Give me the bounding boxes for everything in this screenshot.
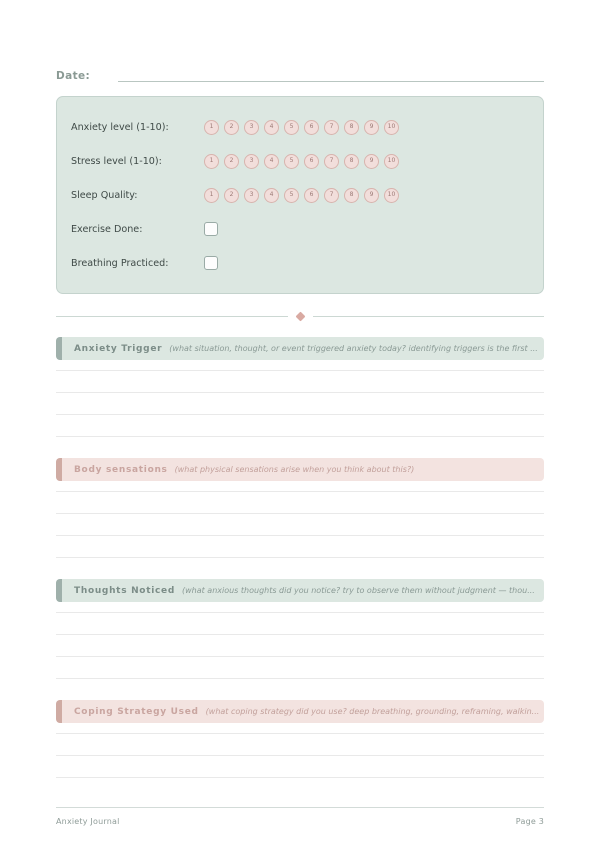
prompt-sections	[56, 337, 544, 778]
tracker-row	[57, 212, 543, 246]
rating-option-10[interactable]: 10	[384, 154, 399, 169]
rating-option-6[interactable]: 6	[304, 154, 319, 169]
section-header	[56, 700, 544, 723]
footer-page-number: Page 3	[515, 817, 544, 826]
rating-option-4[interactable]: 4	[264, 188, 279, 203]
writing-line[interactable]	[56, 436, 544, 437]
rating-option-7[interactable]: 7	[324, 120, 339, 135]
section-header	[56, 337, 544, 360]
section-header	[56, 579, 544, 602]
daily-tracker-panel	[56, 96, 544, 294]
footer-row	[56, 817, 544, 826]
diamond-ornament-icon	[295, 311, 305, 321]
rating-option-4[interactable]: 4	[264, 154, 279, 169]
section-accent-bar	[56, 458, 62, 481]
tracker-row-label: Anxiety level (1-10):	[71, 121, 169, 133]
tracker-row	[57, 246, 543, 280]
section-accent-bar	[56, 337, 62, 360]
rating-option-8[interactable]: 8	[344, 154, 359, 169]
rating-option-4[interactable]: 4	[264, 120, 279, 135]
rating-option-2[interactable]: 2	[224, 188, 239, 203]
footer-rule	[56, 807, 544, 808]
divider-rule-right	[313, 316, 545, 317]
writing-lines	[56, 733, 544, 778]
section-prompt-text: (what situation, thought, or event triggered anxiety today? identifying triggers is the first ...	[169, 344, 538, 353]
prompt-section	[56, 579, 544, 679]
writing-line[interactable]	[56, 557, 544, 558]
divider-rule-left	[56, 316, 288, 317]
section-prompt-text: (what physical sensations arise when you think about this?)	[174, 465, 415, 474]
prompt-section	[56, 700, 544, 778]
section-title: Thoughts Noticed	[74, 585, 175, 596]
rating-option-9[interactable]: 9	[364, 154, 379, 169]
footer-document-title: Anxiety Journal	[56, 817, 120, 826]
date-input-line[interactable]	[118, 80, 544, 82]
writing-line[interactable]	[56, 656, 544, 657]
section-prompt-text: (what anxious thoughts did you notice? try to observe them without judgment — thou...	[181, 586, 535, 595]
rating-option-1[interactable]: 1	[204, 120, 219, 135]
writing-lines	[56, 491, 544, 558]
writing-line[interactable]	[56, 491, 544, 492]
rating-option-2[interactable]: 2	[224, 154, 239, 169]
prompt-section	[56, 458, 544, 558]
writing-lines	[56, 612, 544, 679]
writing-line[interactable]	[56, 370, 544, 371]
writing-line[interactable]	[56, 634, 544, 635]
rating-option-3[interactable]: 3	[244, 154, 259, 169]
rating-option-3[interactable]: 3	[244, 120, 259, 135]
writing-lines	[56, 370, 544, 437]
writing-line[interactable]	[56, 414, 544, 415]
tracker-row-label: Sleep Quality:	[71, 189, 138, 201]
tracker-row-label: Breathing Practiced:	[71, 257, 169, 269]
rating-option-8[interactable]: 8	[344, 188, 359, 203]
rating-option-5[interactable]: 5	[284, 188, 299, 203]
rating-option-7[interactable]: 7	[324, 154, 339, 169]
rating-option-3[interactable]: 3	[244, 188, 259, 203]
rating-option-1[interactable]: 1	[204, 188, 219, 203]
date-label: Date:	[56, 70, 91, 82]
rating-option-8[interactable]: 8	[344, 120, 359, 135]
tracker-row	[57, 144, 543, 178]
rating-scale	[204, 188, 399, 203]
ornamental-divider	[56, 309, 544, 323]
rating-option-5[interactable]: 5	[284, 154, 299, 169]
tracker-checkbox[interactable]	[204, 222, 218, 236]
rating-option-9[interactable]: 9	[364, 188, 379, 203]
section-accent-bar	[56, 579, 62, 602]
writing-line[interactable]	[56, 777, 544, 778]
section-accent-bar	[56, 700, 62, 723]
rating-option-6[interactable]: 6	[304, 120, 319, 135]
section-header	[56, 458, 544, 481]
section-title: Body sensations	[74, 464, 168, 475]
tracker-row	[57, 110, 543, 144]
tracker-row-label: Exercise Done:	[71, 223, 143, 235]
rating-scale	[204, 120, 399, 135]
writing-line[interactable]	[56, 513, 544, 514]
tracker-row-label: Stress level (1-10):	[71, 155, 162, 167]
writing-line[interactable]	[56, 612, 544, 613]
section-title: Coping Strategy Used	[74, 706, 199, 717]
writing-line[interactable]	[56, 392, 544, 393]
writing-line[interactable]	[56, 755, 544, 756]
rating-option-6[interactable]: 6	[304, 188, 319, 203]
rating-option-1[interactable]: 1	[204, 154, 219, 169]
writing-line[interactable]	[56, 535, 544, 536]
page-footer	[56, 807, 544, 826]
writing-line[interactable]	[56, 678, 544, 679]
rating-scale	[204, 154, 399, 169]
date-row	[56, 0, 544, 82]
rating-option-10[interactable]: 10	[384, 188, 399, 203]
rating-option-9[interactable]: 9	[364, 120, 379, 135]
rating-option-7[interactable]: 7	[324, 188, 339, 203]
writing-line[interactable]	[56, 733, 544, 734]
section-prompt-text: (what coping strategy did you use? deep breathing, grounding, reframing, walkin...	[205, 707, 540, 716]
tracker-checkbox[interactable]	[204, 256, 218, 270]
rating-option-2[interactable]: 2	[224, 120, 239, 135]
rating-option-10[interactable]: 10	[384, 120, 399, 135]
tracker-row	[57, 178, 543, 212]
prompt-section	[56, 337, 544, 437]
section-title: Anxiety Trigger	[74, 343, 163, 354]
rating-option-5[interactable]: 5	[284, 120, 299, 135]
